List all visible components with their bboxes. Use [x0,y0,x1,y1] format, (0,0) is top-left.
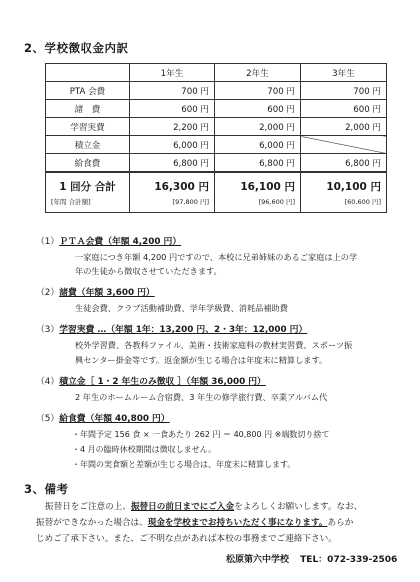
section2-title: 2、学校徴収金内訳 [24,41,129,55]
row-label: 積立金 [46,136,130,154]
table-header-grade2: 2年生 [215,64,301,82]
cell-grade1: 600 円 [130,100,215,118]
notes-line-2 [36,516,353,528]
table-row-gakushu [46,118,387,136]
fee-table [45,63,387,213]
school-phone: TEL：072-339-2506 [300,555,398,565]
total-sublabel: [年間 合計額] [51,198,91,206]
cell-grade3: 2,000 円 [301,118,387,136]
table-header-blank [46,64,130,82]
item-kyushoku-bullet: ・年間の実食額と差額が生じる場合は、年度末に精算します。 [72,460,296,469]
total-grade3: 10,100 円 [326,181,381,193]
item-gakushu-title: 学習実費 …（年額 1年：13,200 円、2・3年：12,000 円） [59,325,308,335]
total-label: 1 回分 合計 [59,181,116,193]
cell-grade2: 6,800 円 [215,154,301,173]
notes-emphasis-cash: 現金を学校までお持ちいただく事になります。 [147,518,328,528]
item-shohi-desc-1: 生徒会費、クラブ活動補助費、学年学級費、消耗品補助費 [75,303,288,313]
item-tsumitate-number: （4） [36,377,60,387]
item-kyushoku-title: 給食費（年額 40,800 円） [59,414,170,424]
table-header-grade1: 1年生 [130,64,215,82]
row-label: 諸 費 [46,100,130,118]
item-kyushoku-bullet: ・4 月の臨時休校期間は徴収しません。 [72,445,217,454]
section3-title: 3、備考 [24,482,69,496]
cell-grade3-empty [301,136,387,154]
item-pta-desc-2: 年の生徒から徴収させていただきます。 [75,266,222,276]
item-pta-desc-1: 一家庭につき年額 4,200 円ですので、本校に兄弟姉妹のあるご家庭は上の学 [75,252,358,262]
table-row-total [46,172,387,213]
item-tsumitate-title: 積立金［ 1・2 年生のみ徴収 ］（年額 36,000 円） [59,377,266,387]
cell-grade3: 700 円 [301,82,387,100]
table-header-row [46,64,387,82]
table-row-tsumitate [46,136,387,154]
item-gakushu-heading [36,322,307,335]
item-shohi-heading [36,285,155,298]
item-gakushu-number: （3） [36,325,60,335]
cell-grade1: 2,200 円 [130,118,215,136]
annual-grade1: [97,800 円] [172,198,209,206]
item-shohi-number: （2） [36,288,60,298]
cell-grade1: 6,800 円 [130,154,215,173]
cell-grade3: 6,800 円 [301,154,387,173]
item-pta-heading [36,234,181,247]
notes-line-2c: あらか [327,518,354,528]
table-row-shohi [46,100,387,118]
cell-grade1: 6,000 円 [130,136,215,154]
total-label-cell [46,172,130,213]
item-kyushoku-bullet: ・年間予定 156 食 × 一食あたり 262 円 ＝ 40,800 円 ※端数切り捨て [72,430,330,439]
notes-line-3: じめご了承下さい。また、ご不明な点があれば本校の事務までご連絡下さい。 [36,534,337,544]
footer [226,552,397,565]
cell-grade2: 700 円 [215,82,301,100]
cell-grade2: 6,000 円 [215,136,301,154]
notes-line-1c: をよろしくお願いします。なお、 [234,502,363,512]
table-header-grade3: 3年生 [301,64,387,82]
annual-grade3: [60,600 円] [344,198,381,206]
cell-grade1: 700 円 [130,82,215,100]
item-pta-number: （1） [36,237,60,247]
school-name: 松原第六中学校 [226,555,290,565]
notes-line-2a: 振替ができなかった場合は、 [36,518,148,528]
cell-grade2: 600 円 [215,100,301,118]
row-label: 給食費 [46,154,130,173]
item-tsumitate-heading [36,374,266,387]
item-shohi-title: 諸費（年額 3,600 円） [59,288,155,298]
notes-line-1 [45,500,362,512]
total-grade1: 16,300 円 [154,181,209,193]
cell-grade2: 2,000 円 [215,118,301,136]
total-grade2: 16,100 円 [240,181,295,193]
item-pta-title: ＰＴＡ会費（年額 4,200 円） [59,237,182,247]
row-label: 学習実費 [46,118,130,136]
total-grade2-cell [215,172,301,213]
cell-grade3: 600 円 [301,100,387,118]
table-row-pta [46,82,387,100]
item-tsumitate-desc-1: 2 年生のホームルーム合宿費、3 年生の修学旅行費、卒業アルバム代 [75,392,328,402]
notes-line-1a: 振替日をご注意の上、 [45,502,131,512]
item-gakushu-desc-1: 校外学習費、各教科ファイル、美術・技術家庭科の教材実習費、スポーツ振 [75,340,353,350]
total-grade3-cell [301,172,387,213]
row-label: PTA 会費 [46,82,130,100]
table-row-kyushoku [46,154,387,173]
total-grade1-cell [130,172,215,213]
item-gakushu-desc-2: 興センター掛金等です。返金額が生じる場合は年度末に精算します。 [75,355,328,365]
annual-grade2: [96,600 円] [258,198,295,206]
item-kyushoku-heading [36,411,170,424]
notes-emphasis-deadline: 振替日の前日までにご入金 [130,502,235,512]
item-kyushoku-number: （5） [36,414,60,424]
